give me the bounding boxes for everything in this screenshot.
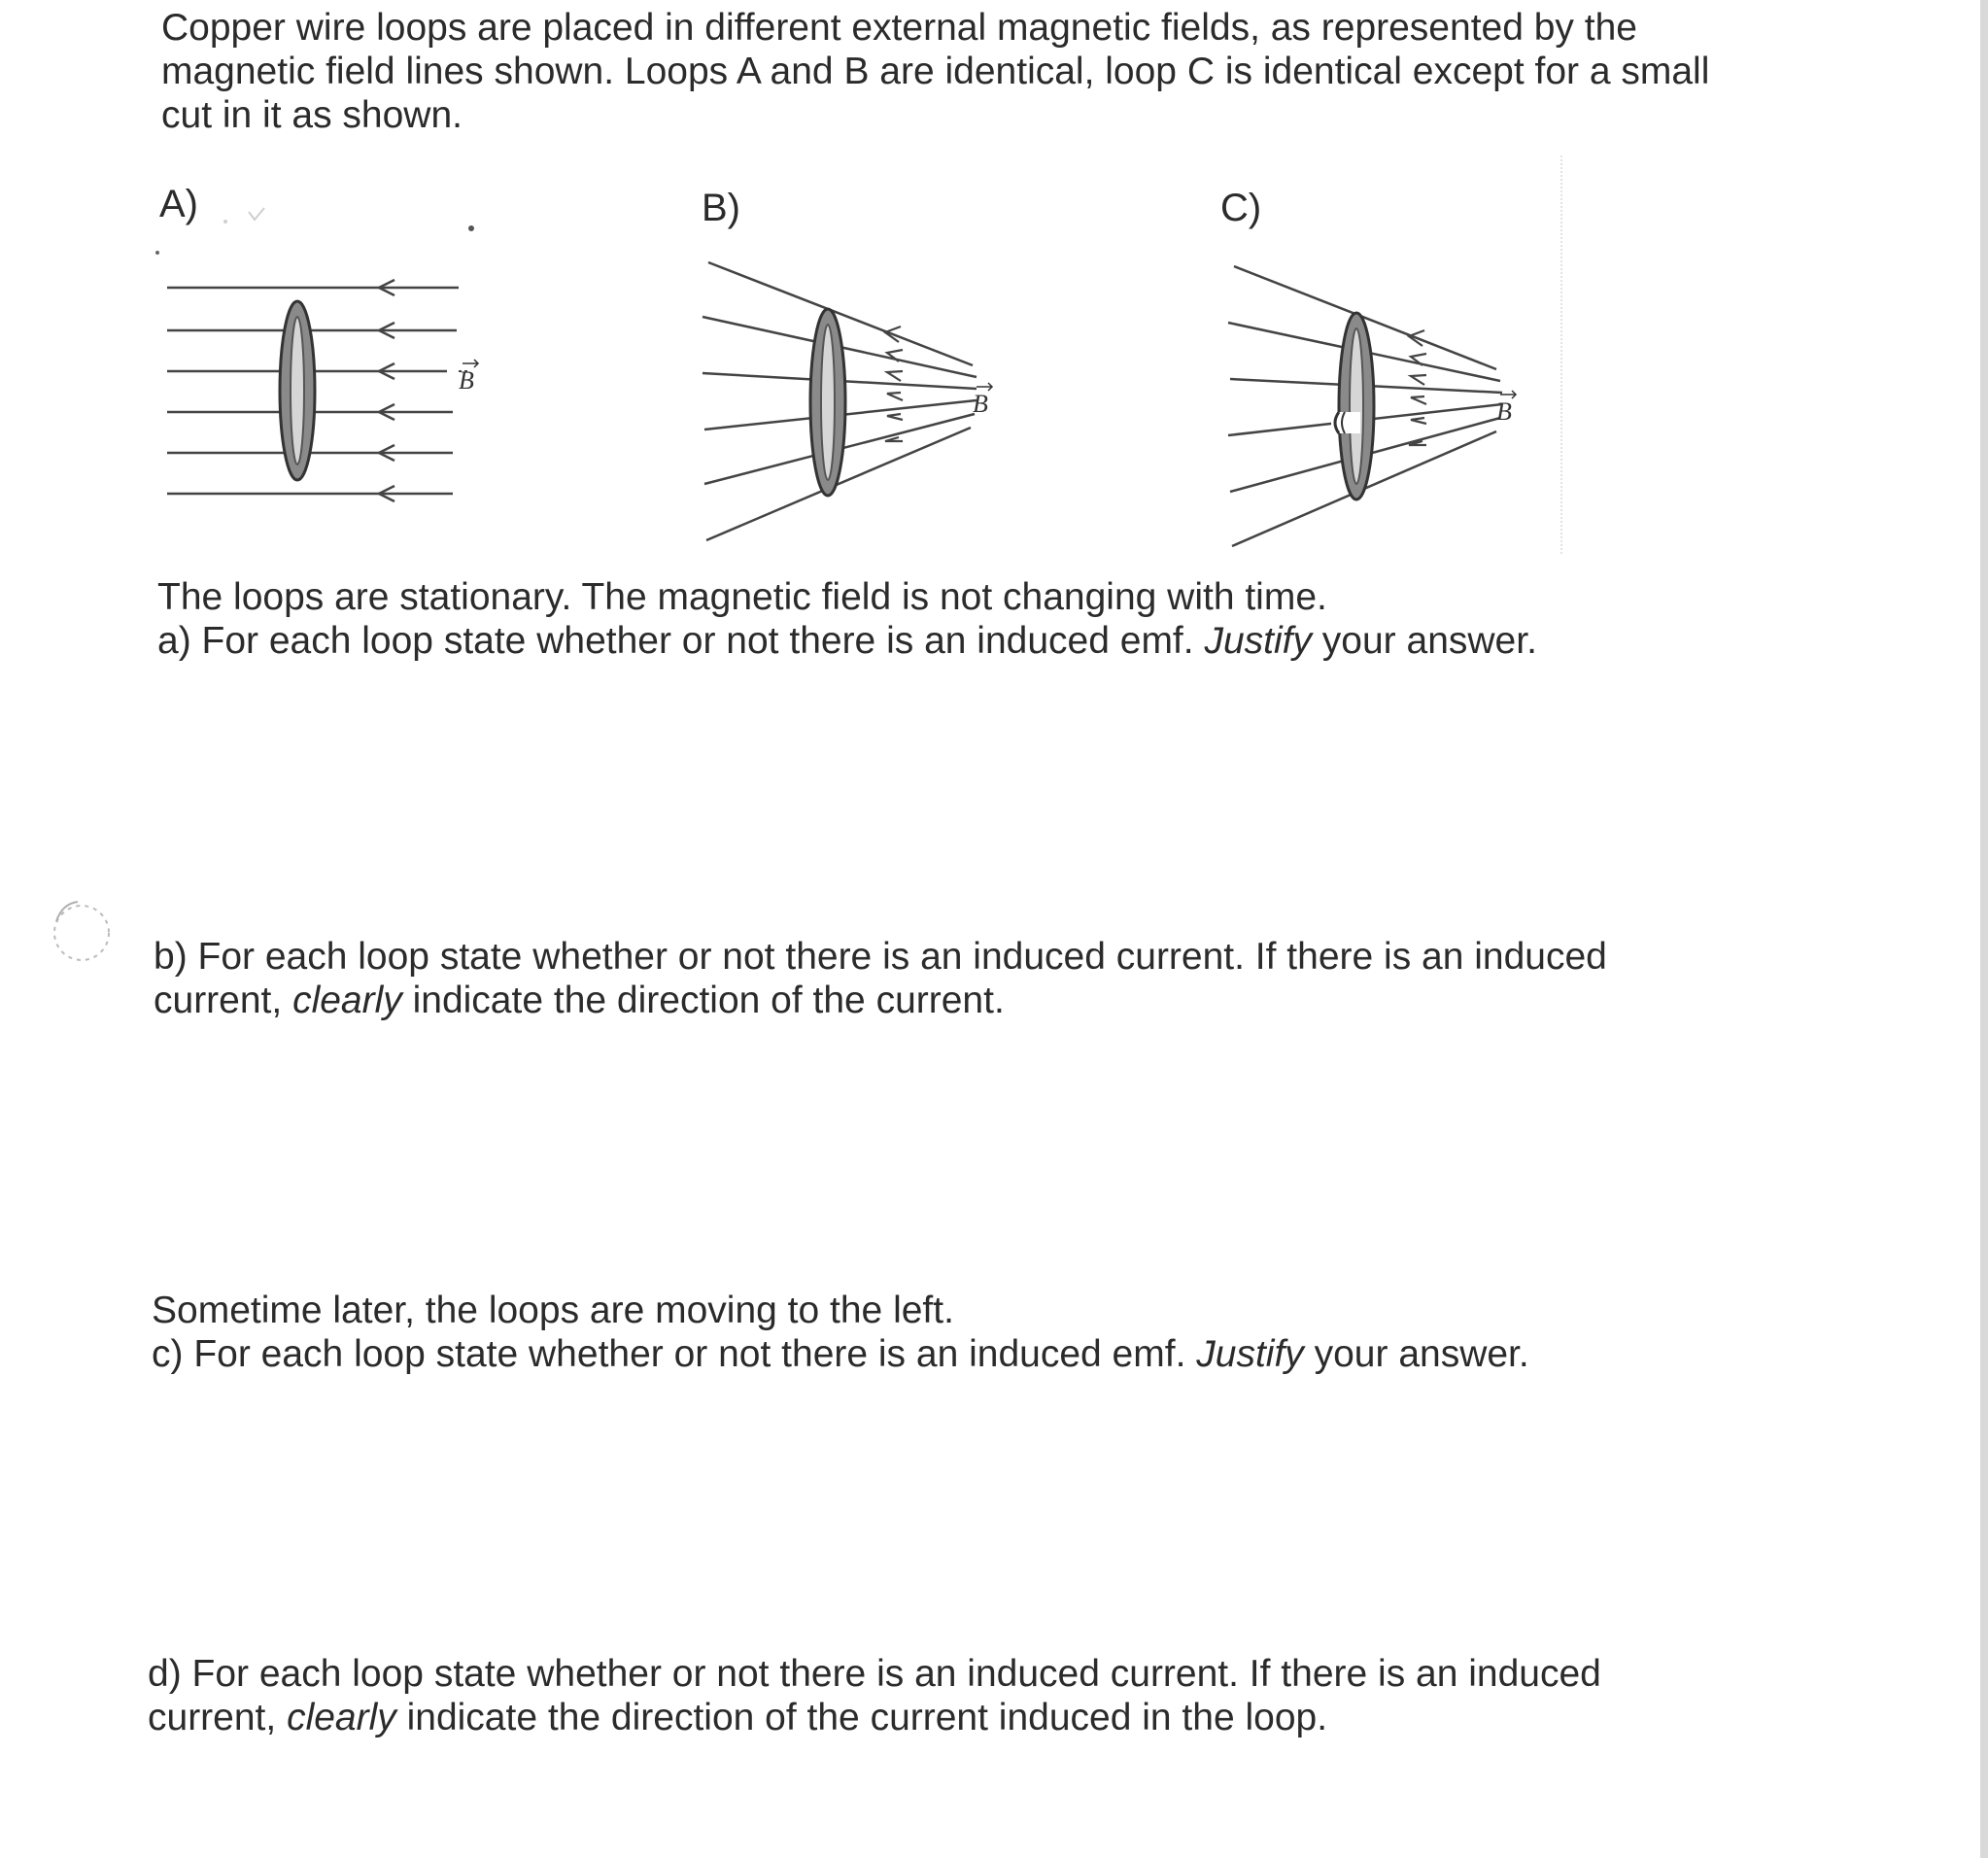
question-d-emphasis: clearly [287,1697,396,1738]
question-c-suffix: your answer. [1303,1333,1529,1375]
section-moving [152,1289,1529,1376]
figure-b-label: B) [702,187,740,229]
intro-line-2: magnetic field lines shown. Loops A and B are identical, loop C is identical except for a small [161,51,1710,92]
question-b-emphasis: clearly [292,980,402,1021]
question-d [148,1652,1601,1739]
scan-dot [468,225,474,231]
question-d-text: current, [148,1697,288,1738]
question-a-text: a) For each loop state whether or not there is an induced emf. [157,620,1205,662]
intro-paragraph [161,6,1709,137]
figure-a-label: A) [159,183,198,225]
question-b [154,935,1607,1022]
intro-line-3: cut in it as shown. [161,94,463,136]
question-a-emphasis: Justify [1204,620,1312,662]
question-c-emphasis: Justify [1196,1333,1304,1375]
hole-punch-mark [43,875,120,986]
question-a-suffix: your answer. [1311,620,1537,662]
figure-c-label: C) [1220,187,1262,229]
tick-mark [216,200,303,234]
page-edge-shadow [1980,0,1988,1858]
question-b-suffix: indicate the direction of the current. [401,980,1005,1021]
question-d-line-2 [148,1696,1601,1739]
figure-a-field-symbol: B [459,366,474,395]
scan-edge-line [1560,155,1564,554]
question-b-text: current, [154,980,293,1021]
figure-c-field-symbol: B [1496,397,1512,426]
question-b-line-2 [154,979,1607,1022]
question-a [157,619,1537,663]
figure-b-field-symbol: B [973,390,988,418]
figure-a-diagram [155,262,505,515]
question-c [152,1332,1529,1376]
question-c-text: c) For each loop state whether or not there is an induced emf. [152,1333,1197,1375]
scan-dot [155,251,159,255]
question-d-line-1: d) For each loop state whether or not there is an induced current. If there is an induced [148,1653,1601,1695]
moving-statement: Sometime later, the loops are moving to the left. [152,1290,954,1331]
stationary-statement: The loops are stationary. The magnetic field is not changing with time. [157,576,1327,618]
question-b-line-1: b) For each loop state whether or not there is an induced current. If there is an induced [154,936,1607,978]
section-stationary [157,575,1537,663]
figure-c-diagram [1220,258,1541,560]
intro-line-1: Copper wire loops are placed in different external magnetic fields, as represented by the [161,7,1637,49]
question-d-suffix: indicate the direction of the current induced in the loop. [395,1697,1328,1738]
figure-b-diagram [695,253,1015,554]
